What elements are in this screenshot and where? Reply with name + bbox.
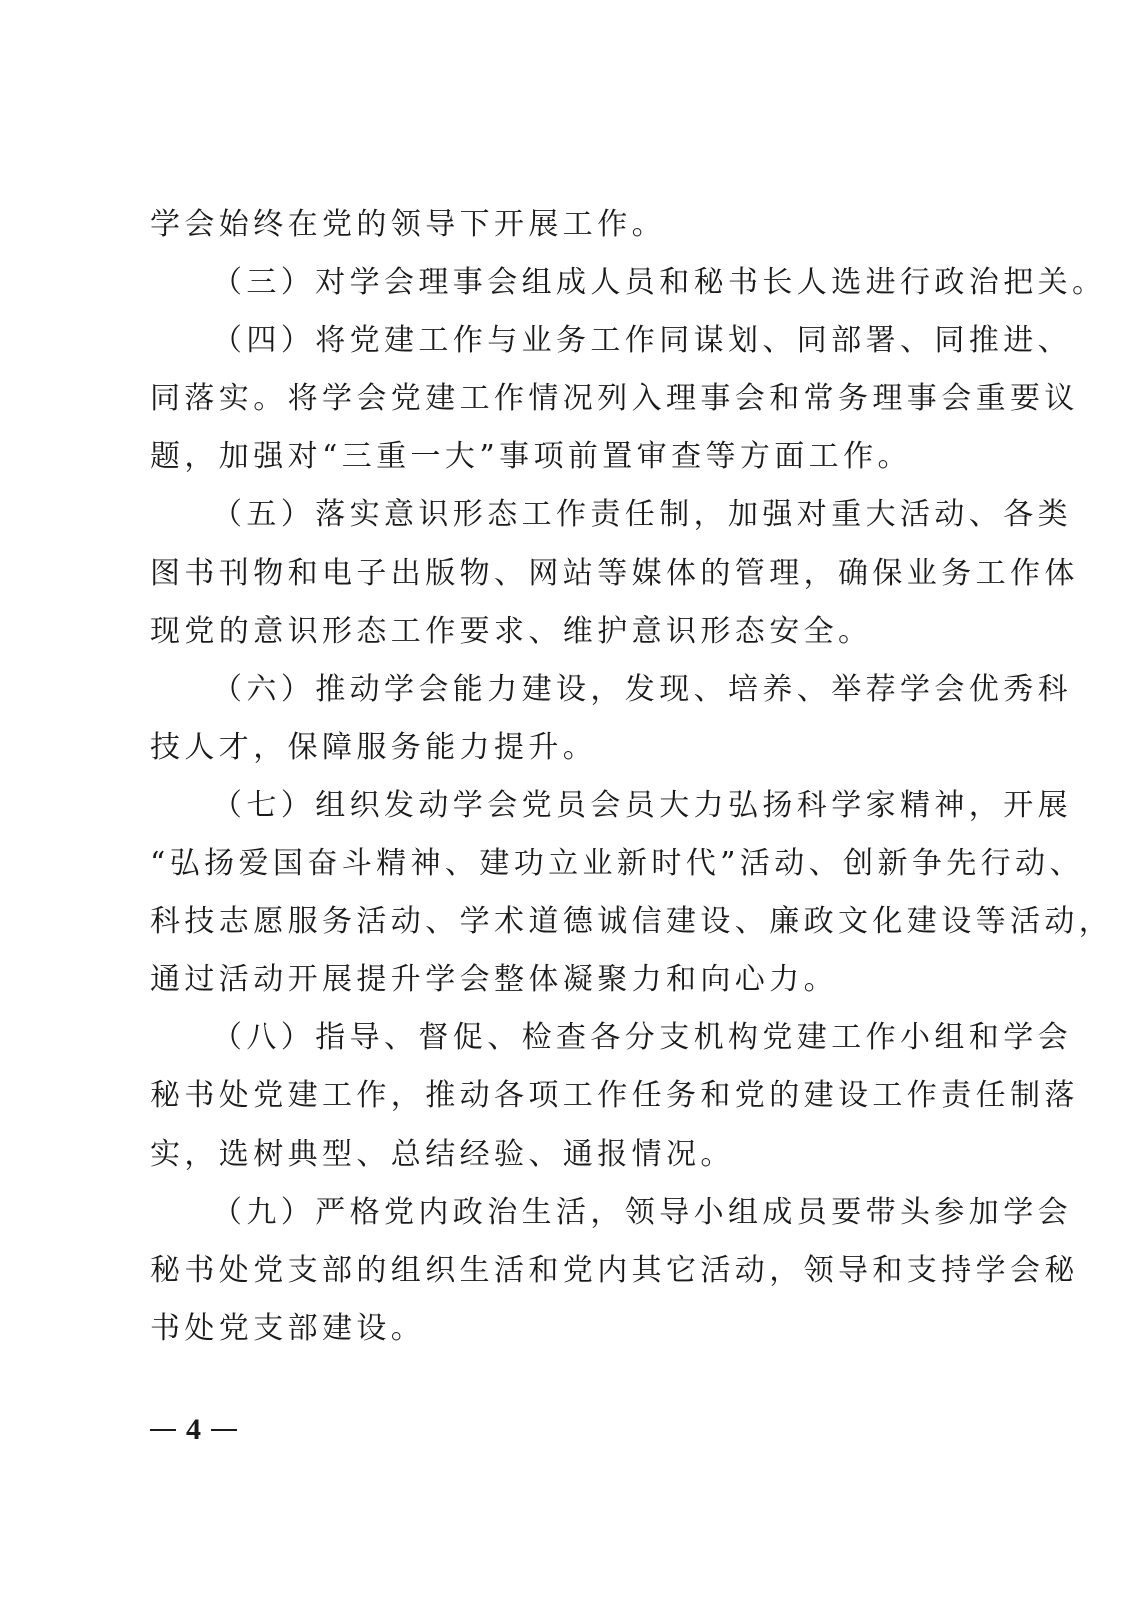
text-line: 题，加强对“三重一大”事项前置审查等方面工作。 <box>150 439 912 475</box>
text-line: （四）将党建工作与业务工作同谋划、同部署、同推进、 <box>212 323 1072 359</box>
page-number <box>150 1410 237 1450</box>
text-line: （六）推动学会能力建设，发现、培养、举荐学会优秀科 <box>212 671 1072 707</box>
page-number-value: 4 <box>186 1413 201 1446</box>
text-line: 学会始终在党的领导下开展工作。 <box>150 207 666 242</box>
text-line: （三）对学会理事会组成人员和秘书长人选进行政治把关。 <box>212 265 1107 301</box>
text-line: 秘书处党建工作，推动各项工作任务和党的建设工作责任制落 <box>150 1078 1079 1114</box>
text-line: （九）严格党内政治生活，领导小组成员要带头参加学会 <box>212 1194 1072 1230</box>
dash-right <box>211 1429 237 1431</box>
text-line: 图书刊物和电子出版物、网站等媒体的管理，确保业务工作体 <box>150 555 1079 591</box>
text-line: （八）指导、督促、检查各分支机构党建工作小组和学会 <box>212 1020 1072 1056</box>
text-line: 通过活动开展提升学会整体凝聚力和向心力。 <box>150 962 838 998</box>
text-line: 科技志愿服务活动、学术道德诚信建设、廉政文化建设等活动， <box>150 904 1114 940</box>
text-line: 技人才，保障服务能力提升。 <box>150 729 598 765</box>
text-line: （五）落实意识形态工作责任制，加强对重大活动、各类 <box>212 497 1072 533</box>
text-line: 同落实。将学会党建工作情况列入理事会和常务理事会重要议 <box>150 381 1079 417</box>
text-line: （七）组织发动学会党员会员大力弘扬科学家精神，开展 <box>212 787 1072 823</box>
text-line: 秘书处党支部的组织生活和党内其它活动，领导和支持学会秘 <box>150 1252 1079 1288</box>
text-line: “弘扬爱国奋斗精神、建功立业新时代”活动、创新争先行动、 <box>150 846 1084 882</box>
text-line: 书处党支部建设。 <box>150 1310 426 1346</box>
body-text <box>150 196 1114 1358</box>
text-line: 实，选树典型、总结经验、通报情况。 <box>150 1136 735 1172</box>
dash-left <box>150 1429 176 1431</box>
text-line: 现党的意识形态工作要求、维护意识形态安全。 <box>150 613 873 649</box>
